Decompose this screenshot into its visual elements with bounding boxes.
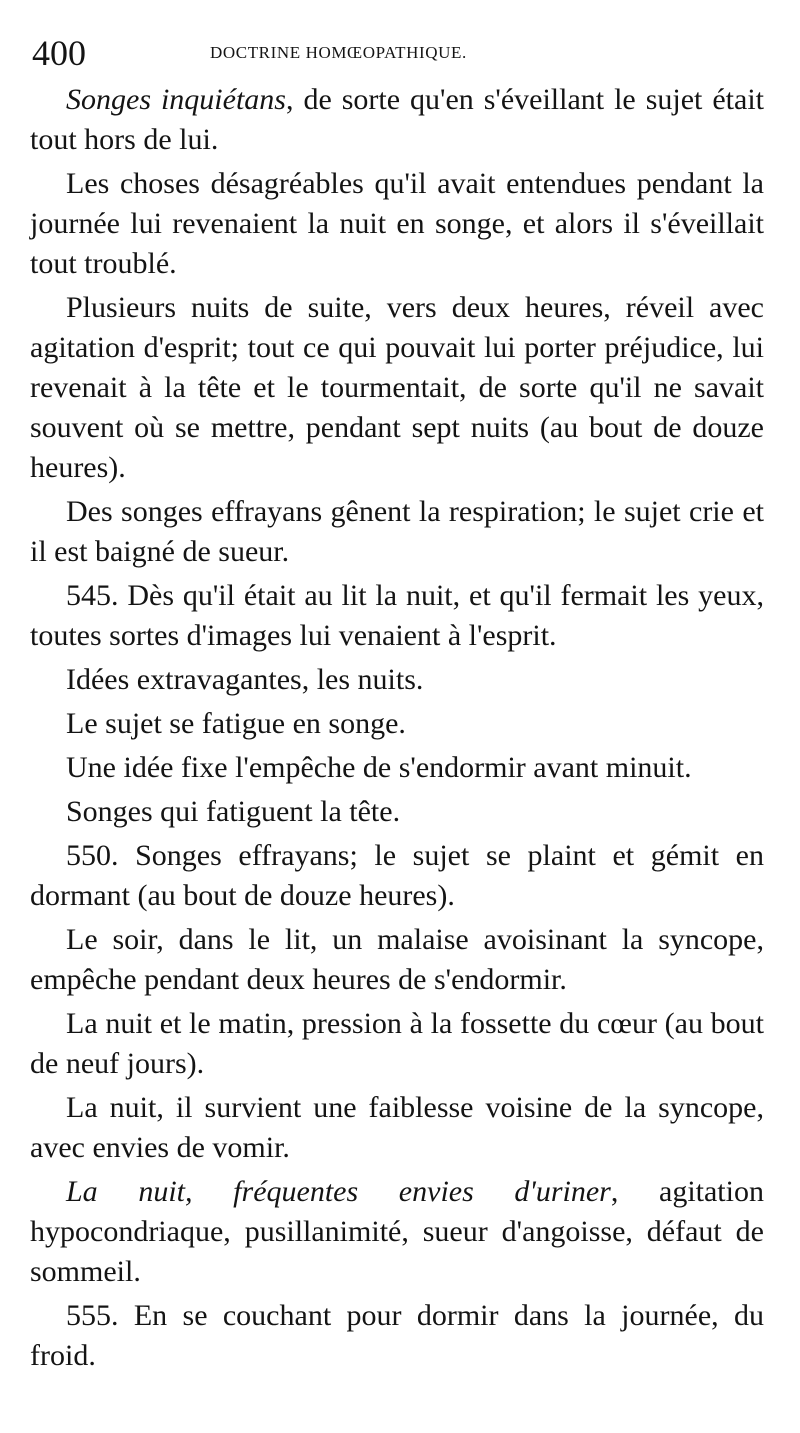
paragraph-text: Le soir, dans le lit, un malaise avoisinant la syncope, empêche pendant deux heures de s'endormir. [30,923,764,996]
paragraph [30,576,764,656]
paragraph-text: , de sorte qu'en s'éveillant le sujet était tout hors de lui. [30,83,764,156]
paragraph-text: Idées extravagantes, les nuits. [66,663,424,696]
paragraph-text: 555. En se couchant pour dormir dans la journée, du froid. [30,1299,764,1372]
paragraph [30,1296,764,1376]
paragraph [30,80,764,160]
page-header [0,28,800,78]
paragraph [30,748,764,788]
paragraph [30,836,764,916]
page-body [30,80,764,1380]
paragraph [30,1088,764,1168]
paragraph-text: Songes qui fatiguent la tête. [66,795,401,828]
paragraph-text: Les choses désagréables qu'il avait entendues pendant la journée lui revenaient la nuit en songe, et alors il s'éveillait tout troublé. [30,167,764,280]
paragraph-text: Une idée fixe l'empêche de s'endormir avant minuit. [66,751,692,784]
paragraph [30,1004,764,1084]
paragraph-text: La nuit et le matin, pression à la fossette du cœur (au bout de neuf jours). [30,1007,764,1080]
paragraph-text: Plusieurs nuits de suite, vers deux heures, réveil avec agitation d'esprit; tout ce qui pouvait lui porter préjudice, lui revenait à la tête et le tourmentait, de sorte qu'il ne savait souvent où se mettre, pendant sept nuits (au bout de douze heures). [30,291,764,484]
paragraph-text: Le sujet se fatigue en songe. [66,707,406,740]
paragraph-text: Des songes effrayans gênent la respiration; le sujet crie et il est baigné de sueur. [30,495,764,568]
paragraph-text: 545. Dès qu'il était au lit la nuit, et qu'il fermait les yeux, toutes sortes d'images lui venaient à l'esprit. [30,579,764,652]
paragraph [30,492,764,572]
paragraph [30,660,764,700]
italic-phrase: La nuit, fréquentes envies d'uriner [66,1175,611,1208]
paragraph [30,920,764,1000]
paragraph-text: La nuit, il survient une faiblesse voisine de la syncope, avec envies de vomir. [30,1091,764,1164]
paragraph [30,164,764,284]
paragraph [30,288,764,488]
running-title: DOCTRINE HOMŒOPATHIQUE. [210,43,467,62]
page-number: 400 [32,33,86,73]
paragraph [30,792,764,832]
paragraph-text: , agitation hypocondriaque, pusillanimité, sueur d'angoisse, défaut de sommeil. [30,1175,764,1288]
italic-phrase: Songes inquiétans [66,83,286,116]
paragraph-text: 550. Songes effrayans; le sujet se plaint et gémit en dormant (au bout de douze heures). [30,839,764,912]
paragraph [30,704,764,744]
paragraph [30,1172,764,1292]
